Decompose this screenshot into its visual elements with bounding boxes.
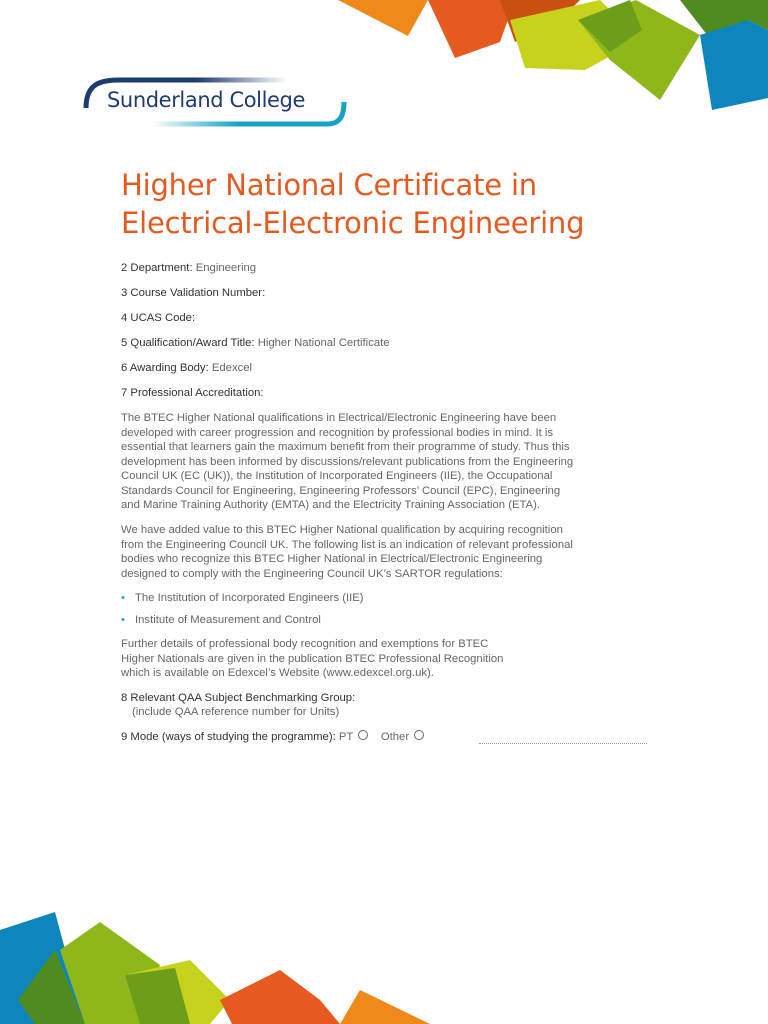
- recognition-paragraph: [121, 523, 621, 581]
- other-radio[interactable]: [414, 730, 424, 740]
- logo-text: Sunderland College: [107, 88, 306, 112]
- paragraph-line: developed with career progression and recognition by professional bodies in mind. It is: [121, 426, 554, 439]
- college-logo: [82, 74, 350, 132]
- pt-radio[interactable]: [358, 730, 368, 740]
- list-item: • Institute of Measurement and Control: [121, 613, 621, 628]
- paragraph-line: essential that learners gain the maximum benefit from their programme of study. Thus this: [121, 441, 570, 454]
- field-qualification-title: [121, 336, 621, 351]
- paragraph-line: from the Engineering Council UK. The following list is an indication of relevant professional: [121, 538, 573, 551]
- field-professional-accreditation: [121, 386, 621, 401]
- accreditation-paragraph: [121, 411, 621, 513]
- paragraph-line: development has been informed by discussions/relevant publications from the Engineering: [121, 455, 574, 468]
- field-label: 2 Department:: [121, 262, 193, 274]
- field-course-validation-number: [121, 286, 621, 301]
- field-ucas-code: [121, 311, 621, 326]
- list-item: • The Institution of Incorporated Engineers (IIE): [121, 591, 621, 606]
- paragraph-line: Standards Council for Engineering, Engineering Professors’ Council (EPC), Engineering: [121, 484, 561, 497]
- option-other-label: Other: [380, 730, 410, 743]
- page-title: [121, 166, 681, 242]
- paragraph-line: which is available on Edexcel’s Website (www.edexcel.org.uk).: [121, 667, 434, 680]
- field-awarding-body: [121, 361, 621, 376]
- title-line-2: Electrical-Electronic Engineering: [121, 206, 585, 240]
- field-label: 5 Qualification/Award Title:: [121, 336, 255, 349]
- field-label: 8 Relevant QAA Subject Benchmarking Group:: [121, 691, 356, 704]
- paragraph-line: Council UK (EC (UK)), the Institution of Incorporated Engineers (IIE), the Occupational: [121, 470, 553, 483]
- field-mode: [121, 730, 621, 745]
- other-text-line[interactable]: [479, 743, 647, 744]
- field-label: 6 Awarding Body:: [121, 361, 209, 374]
- field-label: 3 Course Validation Number:: [121, 286, 266, 299]
- paragraph-line: and Marine Training Authority (EMTA) and the Electricity Training Association (ETA).: [121, 499, 540, 512]
- field-value: Higher National Certificate: [257, 336, 390, 349]
- field-benchmarking-group: [121, 691, 621, 720]
- paragraph-line: bodies who recognize this BTEC Higher National in Electrical/Electronic Engineering: [121, 553, 543, 566]
- paragraph-line: We have added value to this BTEC Higher National qualification by acquiring recognition: [121, 524, 563, 537]
- field-value: Engineering: [195, 262, 257, 274]
- option-pt-label: PT: [338, 730, 354, 743]
- further-details-paragraph: [121, 637, 621, 681]
- field-label: 9 Mode (ways of studying the programme):: [121, 730, 336, 743]
- field-department: [121, 261, 621, 276]
- paragraph-line: designed to comply with the Engineering Council UK’s SARTOR regulations:: [121, 567, 503, 580]
- professional-bodies-list: [121, 591, 621, 628]
- paragraph-line: Higher Nationals are given in the publication BTEC Professional Recognition: [121, 652, 504, 665]
- title-line-1: Higher National Certificate in: [121, 168, 537, 202]
- paragraph-line: The BTEC Higher National qualifications in Electrical/Electronic Engineering have been: [121, 411, 557, 424]
- paragraph-line: Further details of professional body recognition and exemptions for BTEC: [121, 638, 489, 651]
- benchmark-note: (include QAA reference number for Units): [132, 706, 340, 719]
- field-value: Edexcel: [211, 361, 253, 374]
- field-label: 4 UCAS Code:: [121, 311, 196, 324]
- top-right-tiles: [338, 0, 768, 110]
- course-details: [121, 261, 621, 745]
- field-label: 7 Professional Accreditation:: [121, 386, 264, 399]
- bottom-left-tiles: [0, 912, 430, 1024]
